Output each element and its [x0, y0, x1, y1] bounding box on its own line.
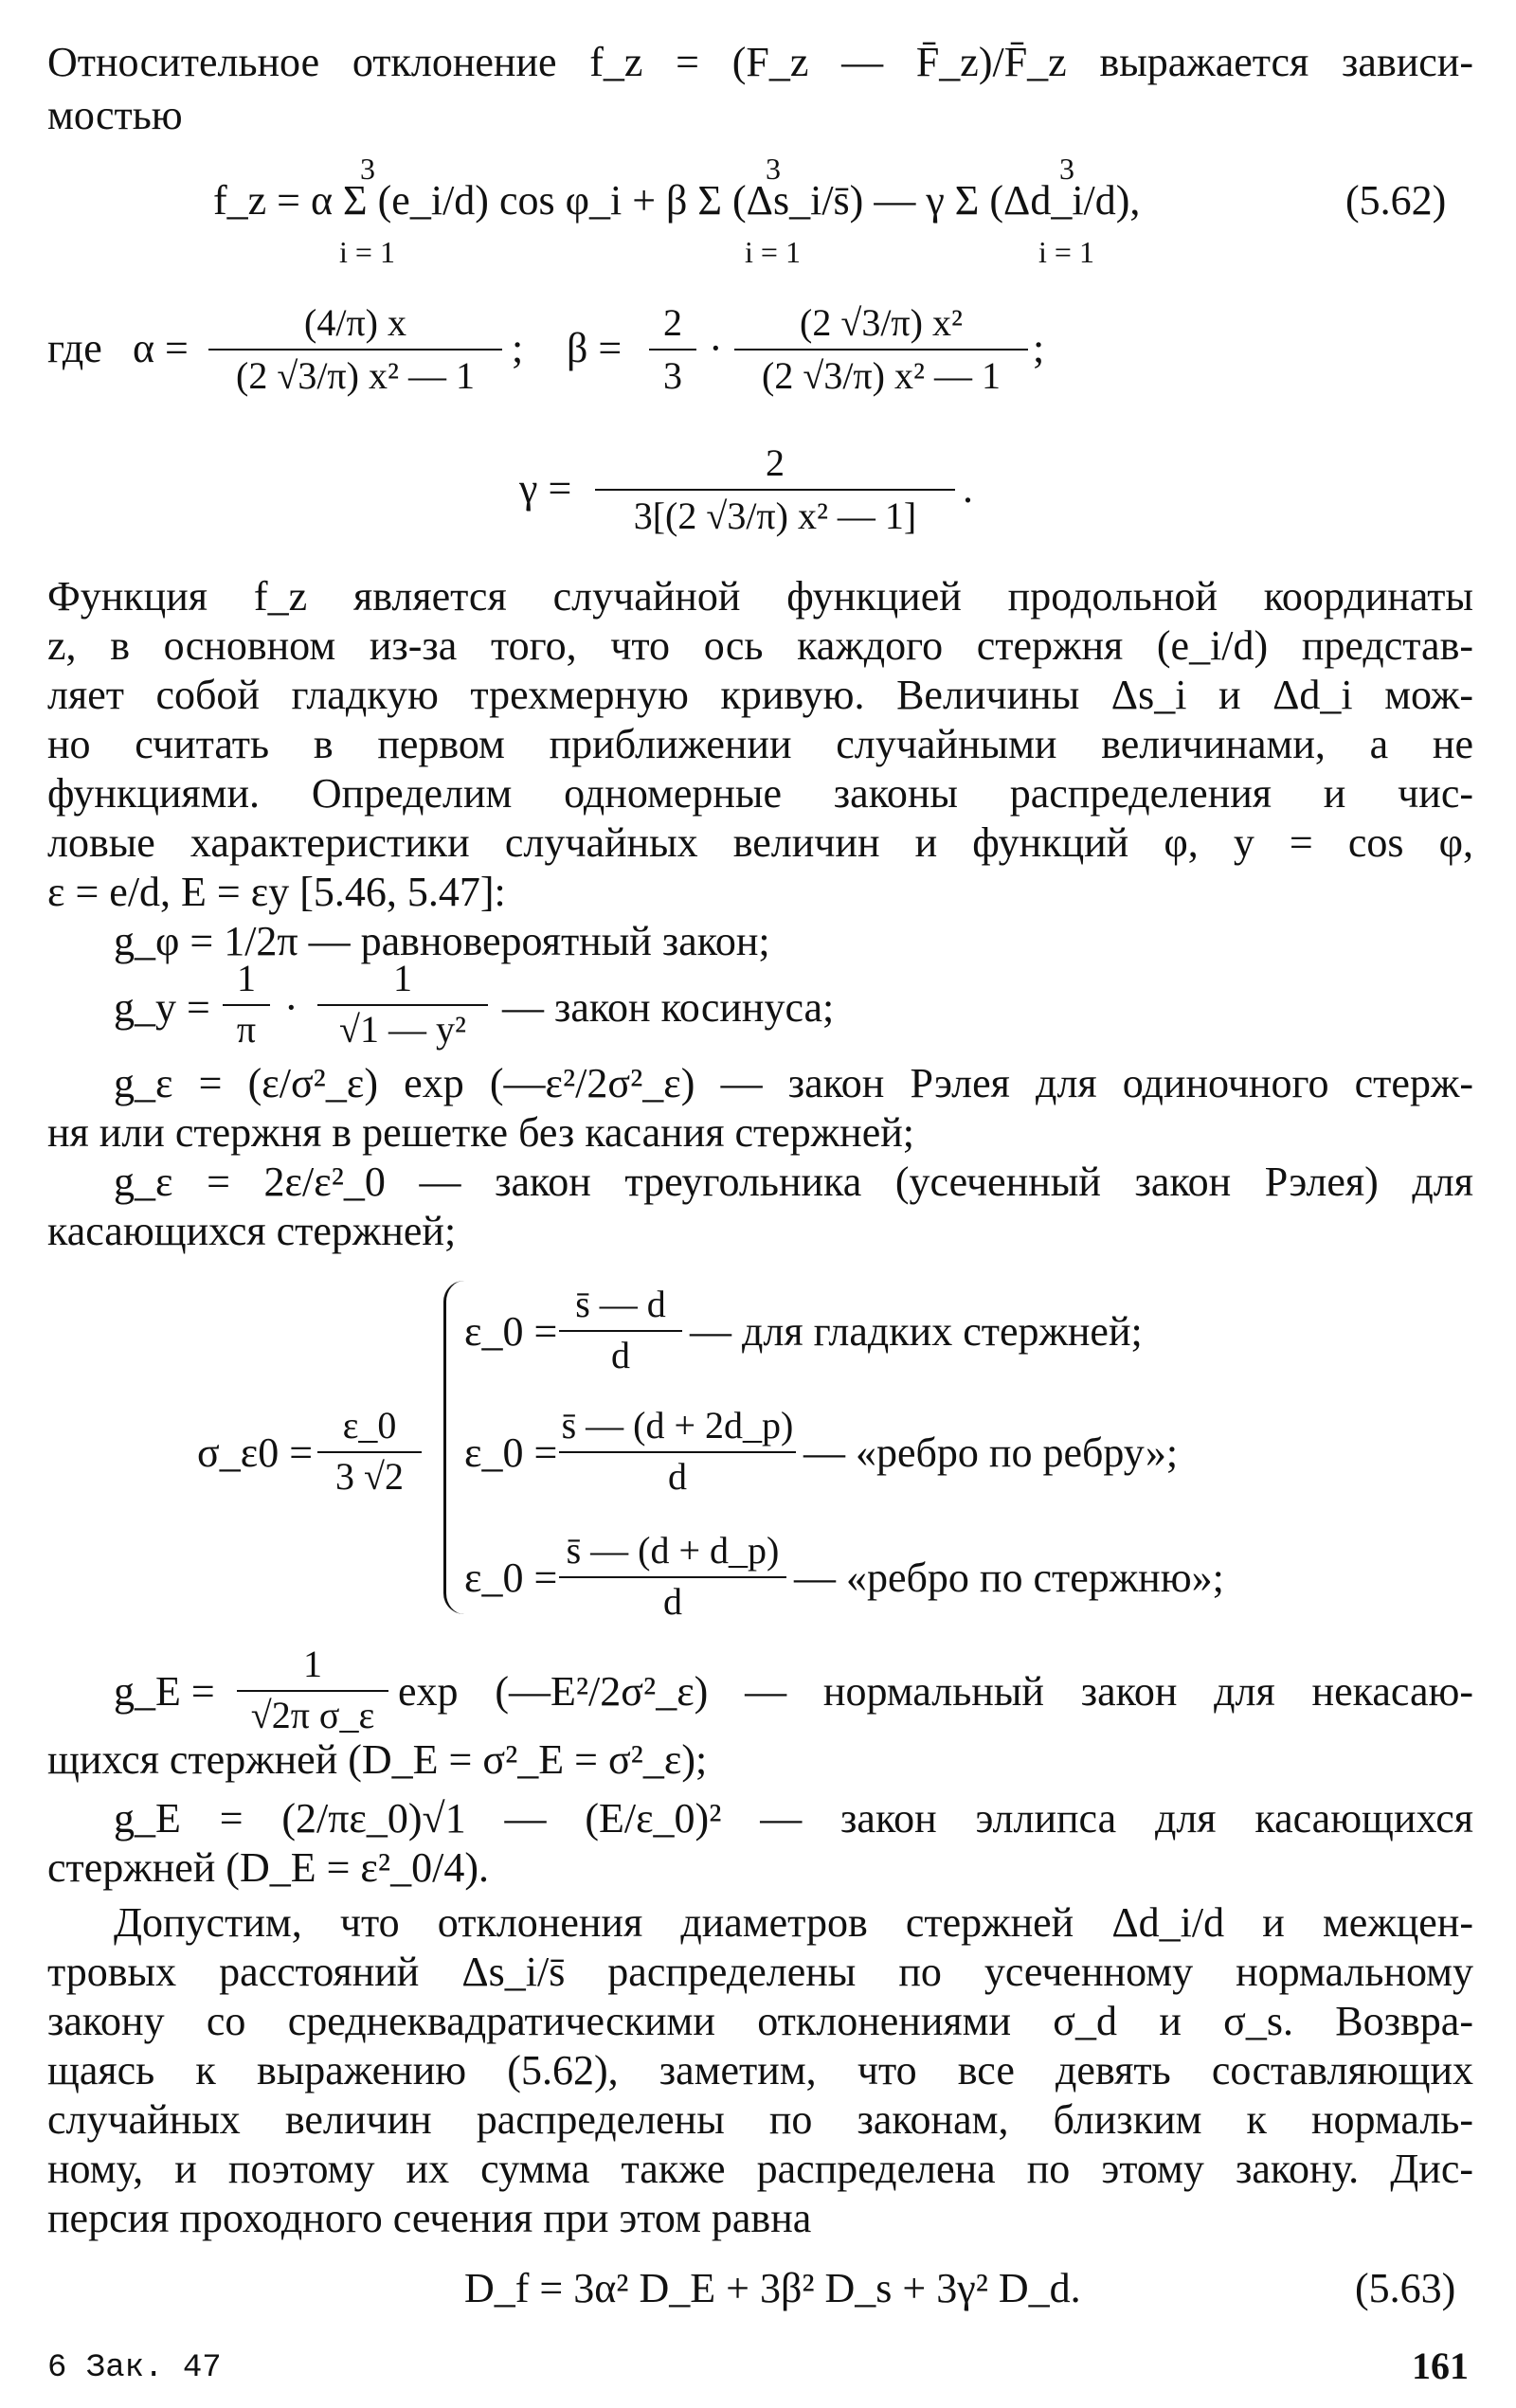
intro-line-1: Относительное отклонение f_z = (F_z — F̄_z)/F̄_z выражается зависи-: [47, 39, 1473, 85]
gE-tail: exp (—E²/2σ²_ε) — нормальный закон для некасаю-: [398, 1668, 1473, 1715]
case2-lhs: ε_0 =: [464, 1429, 558, 1476]
para2-line-4: щаясь к выражению (5.62), заметим, что все девять составляющих: [47, 2047, 1473, 2094]
gE-lhs: g_E =: [114, 1668, 215, 1715]
sum-1-upper: 3: [360, 152, 375, 186]
para1-line-1: Функция f_z является случайной функцией продольной координаты: [47, 573, 1473, 620]
sigma-denominator: 3 √2: [335, 1455, 404, 1498]
alpha-fraction-bar: [208, 349, 502, 350]
page-number: 161: [1412, 2345, 1469, 2387]
gamma-period: .: [963, 465, 973, 512]
law-g-y-lhs: g_y =: [114, 984, 210, 1031]
case1-numerator: s̄ — d: [575, 1283, 666, 1325]
case1-lhs: ε_0 =: [464, 1308, 558, 1355]
g-y-dot: ·: [284, 984, 298, 1031]
beta-coef-num: 2: [663, 301, 682, 344]
law-g-y-tail: — закон косинуса;: [502, 984, 835, 1031]
beta-coef-bar: [649, 349, 696, 350]
sigma-numerator: ε_0: [342, 1404, 397, 1447]
sum-1-lower: i = 1: [339, 235, 395, 269]
beta-denominator: (2 √3/π) x² — 1: [762, 354, 1001, 397]
gE-denominator: √2π σ_ε: [250, 1694, 375, 1736]
gamma-numerator: 2: [766, 441, 785, 484]
case1-tail: — для гладких стержней;: [690, 1308, 1143, 1355]
gE-line-2: щихся стержней (D_E = σ²_E = σ²_ε);: [47, 1736, 708, 1783]
g-y-frac2-num: 1: [393, 957, 412, 999]
law-g-eps-rayleigh-2: ня или стержня в решетке без касания стержней;: [47, 1109, 915, 1156]
para1-line-3: ляет собой гладкую трехмерную кривую. Величины Δs_i и Δd_i мож-: [47, 672, 1473, 718]
sum-3-upper: 3: [1059, 152, 1074, 186]
case2-tail: — «ребро по ребру»;: [803, 1429, 1179, 1476]
alpha-denominator: (2 √3/π) x² — 1: [236, 354, 475, 397]
para2-line-1: Допустим, что отклонения диаметров стержней Δd_i/d и межцен-: [114, 1899, 1473, 1946]
para1-line-4: но считать в первом приближении случайными величинами, а не: [47, 721, 1473, 767]
sum-2-upper: 3: [766, 152, 781, 186]
sigma-fraction-bar: [317, 1451, 422, 1453]
para1-line-7: ε = e/d, E = εy [5.46, 5.47]:: [47, 869, 506, 915]
g-y-frac1-bar: [223, 1004, 270, 1006]
beta-fraction-bar: [734, 349, 1028, 350]
case3-fraction-bar: [559, 1576, 786, 1578]
intro-line-2: мостью: [47, 92, 183, 138]
alpha-lhs: α =: [133, 325, 189, 371]
law-g-eps-triangle-1: g_ε = 2ε/ε²_0 — закон треугольника (усеченный закон Рэлея) для: [114, 1159, 1473, 1205]
equation-number-5-63: (5.63): [1355, 2265, 1456, 2311]
g-y-frac1-den: π: [236, 1008, 257, 1051]
law-g-eps-triangle-2: касающихся стержней;: [47, 1208, 457, 1254]
sum-3-lower: i = 1: [1038, 235, 1094, 269]
gamma-lhs: γ =: [519, 465, 572, 512]
where-label: где: [47, 325, 102, 371]
beta-semicolon: ;: [1033, 325, 1045, 371]
gE-ellipse-line-1: g_E = (2/πε_0)√1 — (E/ε_0)² — закон эллипса для касающихся: [114, 1795, 1473, 1842]
case3-tail: — «ребро по стержню»;: [794, 1554, 1224, 1601]
case1-denominator: d: [611, 1334, 630, 1376]
gE-fraction-bar: [237, 1690, 388, 1692]
g-y-frac1-num: 1: [237, 957, 256, 999]
beta-lhs: β =: [567, 325, 623, 371]
para2-line-6: ному, и поэтому их сумма также распределена по этому закону. Дис-: [47, 2146, 1473, 2192]
case2-denominator: d: [668, 1455, 687, 1498]
gamma-denominator: 3[(2 √3/π) x² — 1]: [633, 494, 917, 537]
alpha-numerator: (4/π) x: [304, 301, 406, 344]
law-g-phi: g_φ = 1/2π — равновероятный закон;: [114, 918, 770, 964]
para2-line-3: закону со среднеквадратическими отклонениями σ_d и σ_s. Возвра-: [47, 1998, 1473, 2044]
beta-numerator: (2 √3/π) x²: [800, 301, 963, 344]
case1-fraction-bar: [559, 1330, 682, 1332]
para2-line-5: случайных величин распределены по законам, близким к нормаль-: [47, 2096, 1473, 2143]
beta-coef-den: 3: [663, 354, 682, 397]
equation-5-62: f_z = α Σ (e_i/d) cos φ_i + β Σ (Δs_i/s̄) — γ Σ (Δd_i/d),: [213, 177, 1141, 224]
para2-line-7: персия проходного сечения при этом равна: [47, 2195, 812, 2241]
gE-numerator: 1: [303, 1643, 322, 1685]
case3-denominator: d: [663, 1580, 682, 1623]
equation-number-5-62: (5.62): [1345, 177, 1447, 224]
gamma-fraction-bar: [595, 489, 955, 491]
g-y-frac2-den: √1 — y²: [339, 1008, 466, 1051]
para1-line-5: функциями. Определим одномерные законы распределения и чис-: [47, 770, 1473, 817]
sigma-eps0-lhs: σ_ε0 =: [197, 1429, 314, 1476]
g-y-frac2-bar: [317, 1004, 488, 1006]
case3-lhs: ε_0 =: [464, 1554, 558, 1601]
para1-line-2: z, в основном из-за того, что ось каждого стержня (e_i/d) представ-: [47, 622, 1473, 669]
case2-numerator: s̄ — (d + 2d_p): [561, 1404, 794, 1447]
beta-dot: ·: [709, 325, 723, 371]
footer-order-mark: 6 Зак. 47: [47, 2350, 222, 2386]
case2-fraction-bar: [559, 1451, 796, 1453]
sum-2-lower: i = 1: [745, 235, 801, 269]
equation-5-63: D_f = 3α² D_E + 3β² D_s + 3γ² D_d.: [464, 2265, 1081, 2311]
law-g-eps-rayleigh-1: g_ε = (ε/σ²_ε) exp (—ε²/2σ²_ε) — закон Рэлея для одиночного стерж-: [114, 1060, 1473, 1106]
gE-ellipse-line-2: стержней (D_E = ε²_0/4).: [47, 1844, 489, 1891]
case3-numerator: s̄ — (d + d_p): [566, 1529, 780, 1572]
alpha-semicolon: ;: [512, 325, 524, 371]
para2-line-2: тровых расстояний Δs_i/s̄ распределены по усеченному нормальному: [47, 1949, 1473, 1995]
para1-line-6: ловые характеристики случайных величин и функций φ, y = cos φ,: [47, 819, 1473, 866]
